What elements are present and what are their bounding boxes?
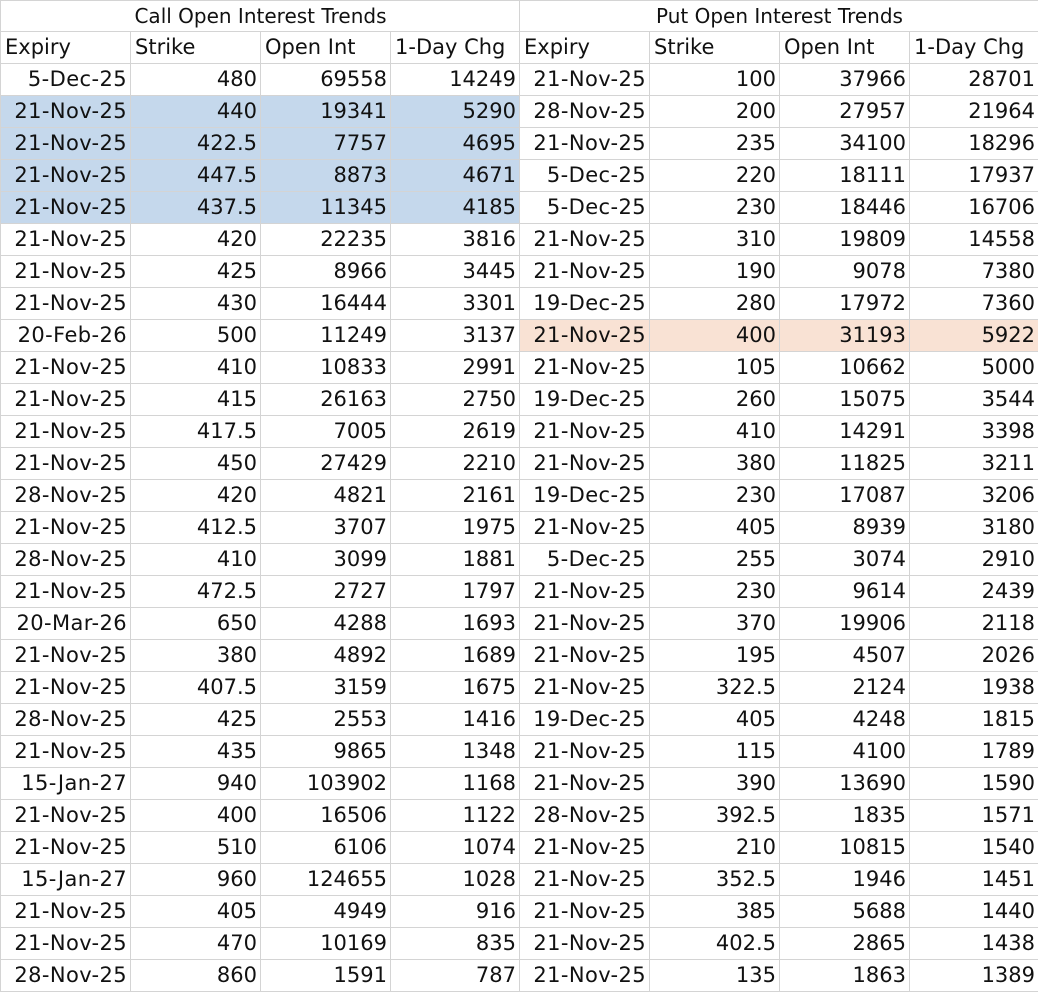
table-row — [1, 800, 1038, 832]
put-open-int-cell[interactable]: 14291 — [780, 416, 910, 448]
call-open-int-cell[interactable]: 27429 — [261, 448, 391, 480]
table-row — [1, 320, 1038, 352]
put-open-int-cell[interactable]: 31193 — [780, 320, 910, 352]
put-1-day-chg-cell[interactable]: 3206 — [910, 480, 1038, 512]
table-row — [1, 960, 1038, 992]
put-expiry-cell[interactable]: 28-Nov-25 — [520, 96, 650, 128]
put-header-expiry[interactable]: Expiry — [520, 32, 650, 64]
table-row — [1, 288, 1038, 320]
put-1-day-chg-cell[interactable]: 2118 — [910, 608, 1038, 640]
put-1-day-chg-cell[interactable]: 5000 — [910, 352, 1038, 384]
put-strike-cell[interactable]: 115 — [650, 736, 780, 768]
put-open-int-cell[interactable]: 9614 — [780, 576, 910, 608]
put-1-day-chg-cell[interactable]: 1938 — [910, 672, 1038, 704]
call-open-int-cell[interactable]: 3707 — [261, 512, 391, 544]
put-open-int-cell[interactable]: 4248 — [780, 704, 910, 736]
call-expiry-cell[interactable]: 28-Nov-25 — [1, 960, 131, 992]
put-1-day-chg-cell[interactable]: 28701 — [910, 64, 1038, 96]
call-open-int-cell[interactable]: 1591 — [261, 960, 391, 992]
call-open-int-cell[interactable]: 10169 — [261, 928, 391, 960]
call-open-int-cell[interactable]: 26163 — [261, 384, 391, 416]
put-open-int-cell[interactable]: 1863 — [780, 960, 910, 992]
put-open-int-cell[interactable]: 4507 — [780, 640, 910, 672]
call-1-day-chg-cell[interactable]: 14249 — [391, 64, 520, 96]
call-expiry-cell[interactable]: 5-Dec-25 — [1, 64, 131, 96]
call-strike-cell[interactable]: 410 — [131, 352, 261, 384]
call-expiry-cell[interactable]: 28-Nov-25 — [1, 704, 131, 736]
call-1-day-chg-cell[interactable]: 1074 — [391, 832, 520, 864]
table-row — [1, 224, 1038, 256]
put-strike-cell[interactable]: 235 — [650, 128, 780, 160]
call-strike-cell[interactable]: 450 — [131, 448, 261, 480]
call-expiry-cell[interactable]: 28-Nov-25 — [1, 544, 131, 576]
call-open-int-cell[interactable]: 69558 — [261, 64, 391, 96]
call-expiry-cell[interactable]: 21-Nov-25 — [1, 832, 131, 864]
call-strike-cell[interactable]: 400 — [131, 800, 261, 832]
table-row — [1, 608, 1038, 640]
call-open-int-cell[interactable]: 8873 — [261, 160, 391, 192]
call-1-day-chg-cell[interactable]: 4185 — [391, 192, 520, 224]
put-strike-cell[interactable]: 352.5 — [650, 864, 780, 896]
put-expiry-cell[interactable]: 21-Nov-25 — [520, 512, 650, 544]
table-row — [1, 832, 1038, 864]
put-expiry-cell[interactable]: 21-Nov-25 — [520, 448, 650, 480]
call-expiry-cell[interactable]: 21-Nov-25 — [1, 96, 131, 128]
put-1-day-chg-cell[interactable]: 21964 — [910, 96, 1038, 128]
put-open-int-cell[interactable]: 37966 — [780, 64, 910, 96]
call-open-int-cell[interactable]: 11249 — [261, 320, 391, 352]
put-1-day-chg-cell[interactable]: 7360 — [910, 288, 1038, 320]
put-expiry-cell[interactable]: 21-Nov-25 — [520, 64, 650, 96]
call-strike-cell[interactable]: 500 — [131, 320, 261, 352]
call-open-int-cell[interactable]: 3099 — [261, 544, 391, 576]
call-1-day-chg-cell[interactable]: 1168 — [391, 768, 520, 800]
call-strike-cell[interactable]: 860 — [131, 960, 261, 992]
call-strike-cell[interactable]: 480 — [131, 64, 261, 96]
put-strike-cell[interactable]: 220 — [650, 160, 780, 192]
table-row — [1, 736, 1038, 768]
call-strike-cell[interactable]: 420 — [131, 224, 261, 256]
put-open-int-cell[interactable]: 18111 — [780, 160, 910, 192]
put-expiry-cell[interactable]: 21-Nov-25 — [520, 928, 650, 960]
put-strike-cell[interactable]: 405 — [650, 704, 780, 736]
put-strike-cell[interactable]: 260 — [650, 384, 780, 416]
call-open-int-cell[interactable]: 2553 — [261, 704, 391, 736]
put-open-int-cell[interactable]: 3074 — [780, 544, 910, 576]
call-strike-cell[interactable]: 430 — [131, 288, 261, 320]
call-open-int-cell[interactable]: 103902 — [261, 768, 391, 800]
call-open-int-cell[interactable]: 124655 — [261, 864, 391, 896]
call-open-int-cell[interactable]: 16444 — [261, 288, 391, 320]
put-open-int-cell[interactable]: 1946 — [780, 864, 910, 896]
put-1-day-chg-cell[interactable]: 3544 — [910, 384, 1038, 416]
table-row — [1, 160, 1038, 192]
call-open-int-cell[interactable]: 4892 — [261, 640, 391, 672]
call-1-day-chg-cell[interactable]: 3301 — [391, 288, 520, 320]
put-expiry-cell[interactable]: 21-Nov-25 — [520, 416, 650, 448]
call-1-day-chg-cell[interactable]: 2619 — [391, 416, 520, 448]
call-open-int-cell[interactable]: 2727 — [261, 576, 391, 608]
call-expiry-cell[interactable]: 21-Nov-25 — [1, 128, 131, 160]
put-open-int-cell[interactable]: 13690 — [780, 768, 910, 800]
put-strike-cell[interactable]: 280 — [650, 288, 780, 320]
put-expiry-cell[interactable]: 21-Nov-25 — [520, 768, 650, 800]
put-expiry-cell[interactable]: 21-Nov-25 — [520, 320, 650, 352]
table-row — [1, 352, 1038, 384]
put-strike-cell[interactable]: 410 — [650, 416, 780, 448]
put-strike-cell[interactable]: 322.5 — [650, 672, 780, 704]
put-1-day-chg-cell[interactable]: 1440 — [910, 896, 1038, 928]
put-1-day-chg-cell[interactable]: 7380 — [910, 256, 1038, 288]
put-open-int-cell[interactable]: 4100 — [780, 736, 910, 768]
put-1-day-chg-cell[interactable]: 2910 — [910, 544, 1038, 576]
header-row — [1, 32, 1038, 64]
put-expiry-cell[interactable]: 21-Nov-25 — [520, 640, 650, 672]
call-expiry-cell[interactable]: 21-Nov-25 — [1, 352, 131, 384]
call-1-day-chg-cell[interactable]: 1348 — [391, 736, 520, 768]
put-strike-cell[interactable]: 210 — [650, 832, 780, 864]
call-strike-cell[interactable]: 940 — [131, 768, 261, 800]
put-1-day-chg-cell[interactable]: 2439 — [910, 576, 1038, 608]
table-row — [1, 192, 1038, 224]
put-open-int-cell[interactable]: 9078 — [780, 256, 910, 288]
call-1-day-chg-cell[interactable]: 2161 — [391, 480, 520, 512]
call-1-day-chg-cell[interactable]: 2210 — [391, 448, 520, 480]
put-open-int-cell[interactable]: 17972 — [780, 288, 910, 320]
call-1-day-chg-cell[interactable]: 1881 — [391, 544, 520, 576]
call-expiry-cell[interactable]: 21-Nov-25 — [1, 384, 131, 416]
table-row — [1, 864, 1038, 896]
call-1-day-chg-cell[interactable]: 1122 — [391, 800, 520, 832]
call-open-int-cell[interactable]: 6106 — [261, 832, 391, 864]
put-open-int-cell[interactable]: 17087 — [780, 480, 910, 512]
put-expiry-cell[interactable]: 21-Nov-25 — [520, 832, 650, 864]
put-header-strike[interactable]: Strike — [650, 32, 780, 64]
call-strike-cell[interactable]: 510 — [131, 832, 261, 864]
call-1-day-chg-cell[interactable]: 787 — [391, 960, 520, 992]
call-strike-cell[interactable]: 412.5 — [131, 512, 261, 544]
call-1-day-chg-cell[interactable]: 3816 — [391, 224, 520, 256]
put-strike-cell[interactable]: 105 — [650, 352, 780, 384]
table-row — [1, 768, 1038, 800]
call-1-day-chg-cell[interactable]: 1797 — [391, 576, 520, 608]
put-1-day-chg-cell[interactable]: 2026 — [910, 640, 1038, 672]
call-1-day-chg-cell[interactable]: 916 — [391, 896, 520, 928]
put-strike-cell[interactable]: 255 — [650, 544, 780, 576]
put-expiry-cell[interactable]: 19-Dec-25 — [520, 384, 650, 416]
put-header-1-day-chg[interactable]: 1-Day Chg — [910, 32, 1038, 64]
put-expiry-cell[interactable]: 5-Dec-25 — [520, 544, 650, 576]
put-strike-cell[interactable]: 405 — [650, 512, 780, 544]
put-1-day-chg-cell[interactable]: 3398 — [910, 416, 1038, 448]
put-1-day-chg-cell[interactable]: 1590 — [910, 768, 1038, 800]
call-open-int-cell[interactable]: 19341 — [261, 96, 391, 128]
call-open-int-cell[interactable]: 4821 — [261, 480, 391, 512]
put-expiry-cell[interactable]: 21-Nov-25 — [520, 256, 650, 288]
table-row — [1, 672, 1038, 704]
put-strike-cell[interactable]: 195 — [650, 640, 780, 672]
put-expiry-cell[interactable]: 5-Dec-25 — [520, 192, 650, 224]
call-strike-cell[interactable]: 415 — [131, 384, 261, 416]
table-row — [1, 640, 1038, 672]
table-row — [1, 928, 1038, 960]
put-open-int-cell[interactable]: 8939 — [780, 512, 910, 544]
put-1-day-chg-cell[interactable]: 18296 — [910, 128, 1038, 160]
put-open-int-cell[interactable]: 11825 — [780, 448, 910, 480]
call-strike-cell[interactable]: 960 — [131, 864, 261, 896]
table-row — [1, 544, 1038, 576]
put-expiry-cell[interactable]: 21-Nov-25 — [520, 896, 650, 928]
put-open-int-cell[interactable]: 5688 — [780, 896, 910, 928]
table-row — [1, 896, 1038, 928]
call-strike-cell[interactable]: 470 — [131, 928, 261, 960]
call-expiry-cell[interactable]: 21-Nov-25 — [1, 224, 131, 256]
put-strike-cell[interactable]: 385 — [650, 896, 780, 928]
put-open-int-cell[interactable]: 2865 — [780, 928, 910, 960]
put-1-day-chg-cell[interactable]: 1571 — [910, 800, 1038, 832]
call-open-int-cell[interactable]: 8966 — [261, 256, 391, 288]
call-1-day-chg-cell[interactable]: 1693 — [391, 608, 520, 640]
call-expiry-cell[interactable]: 21-Nov-25 — [1, 896, 131, 928]
put-strike-cell[interactable]: 230 — [650, 480, 780, 512]
put-header-open-int[interactable]: Open Int — [780, 32, 910, 64]
call-strike-cell[interactable]: 440 — [131, 96, 261, 128]
table-row — [1, 256, 1038, 288]
put-1-day-chg-cell[interactable]: 3180 — [910, 512, 1038, 544]
call-expiry-cell[interactable]: 21-Nov-25 — [1, 160, 131, 192]
call-expiry-cell[interactable]: 15-Jan-27 — [1, 768, 131, 800]
put-open-int-cell[interactable]: 15075 — [780, 384, 910, 416]
call-expiry-cell[interactable]: 20-Feb-26 — [1, 320, 131, 352]
table-row — [1, 384, 1038, 416]
call-1-day-chg-cell[interactable]: 1975 — [391, 512, 520, 544]
call-expiry-cell[interactable]: 21-Nov-25 — [1, 800, 131, 832]
call-strike-cell[interactable]: 422.5 — [131, 128, 261, 160]
call-strike-cell[interactable]: 437.5 — [131, 192, 261, 224]
call-1-day-chg-cell[interactable]: 4671 — [391, 160, 520, 192]
call-strike-cell[interactable]: 425 — [131, 704, 261, 736]
call-header-1-day-chg[interactable]: 1-Day Chg — [391, 32, 520, 64]
call-1-day-chg-cell[interactable]: 4695 — [391, 128, 520, 160]
call-open-int-cell[interactable]: 9865 — [261, 736, 391, 768]
put-open-int-cell[interactable]: 27957 — [780, 96, 910, 128]
call-open-int-cell[interactable]: 3159 — [261, 672, 391, 704]
call-header-strike[interactable]: Strike — [131, 32, 261, 64]
call-1-day-chg-cell[interactable]: 3137 — [391, 320, 520, 352]
call-open-int-cell[interactable]: 7757 — [261, 128, 391, 160]
put-open-int-cell[interactable]: 18446 — [780, 192, 910, 224]
call-1-day-chg-cell[interactable]: 1416 — [391, 704, 520, 736]
put-strike-cell[interactable]: 400 — [650, 320, 780, 352]
table-row — [1, 64, 1038, 96]
put-expiry-cell[interactable]: 19-Dec-25 — [520, 480, 650, 512]
call-strike-cell[interactable]: 410 — [131, 544, 261, 576]
put-expiry-cell[interactable]: 28-Nov-25 — [520, 800, 650, 832]
call-strike-cell[interactable]: 417.5 — [131, 416, 261, 448]
put-strike-cell[interactable]: 390 — [650, 768, 780, 800]
call-1-day-chg-cell[interactable]: 1689 — [391, 640, 520, 672]
put-strike-cell[interactable]: 392.5 — [650, 800, 780, 832]
put-expiry-cell[interactable]: 21-Nov-25 — [520, 672, 650, 704]
put-open-int-cell[interactable]: 10662 — [780, 352, 910, 384]
call-expiry-cell[interactable]: 28-Nov-25 — [1, 480, 131, 512]
table-row — [1, 448, 1038, 480]
table-row — [1, 576, 1038, 608]
call-expiry-cell[interactable]: 21-Nov-25 — [1, 576, 131, 608]
call-expiry-cell[interactable]: 21-Nov-25 — [1, 256, 131, 288]
put-strike-cell[interactable]: 310 — [650, 224, 780, 256]
call-strike-cell[interactable]: 447.5 — [131, 160, 261, 192]
put-strike-cell[interactable]: 230 — [650, 576, 780, 608]
call-strike-cell[interactable]: 650 — [131, 608, 261, 640]
call-1-day-chg-cell[interactable]: 835 — [391, 928, 520, 960]
put-strike-cell[interactable]: 380 — [650, 448, 780, 480]
call-expiry-cell[interactable]: 21-Nov-25 — [1, 448, 131, 480]
call-open-int-cell[interactable]: 7005 — [261, 416, 391, 448]
put-expiry-cell[interactable]: 21-Nov-25 — [520, 864, 650, 896]
call-section-title[interactable]: Call Open Interest Trends — [1, 1, 520, 32]
call-1-day-chg-cell[interactable]: 1675 — [391, 672, 520, 704]
put-1-day-chg-cell[interactable]: 1438 — [910, 928, 1038, 960]
call-1-day-chg-cell[interactable]: 2991 — [391, 352, 520, 384]
put-1-day-chg-cell[interactable]: 17937 — [910, 160, 1038, 192]
put-expiry-cell[interactable]: 21-Nov-25 — [520, 608, 650, 640]
put-open-int-cell[interactable]: 1835 — [780, 800, 910, 832]
call-open-int-cell[interactable]: 4288 — [261, 608, 391, 640]
put-1-day-chg-cell[interactable]: 5922 — [910, 320, 1038, 352]
put-open-int-cell[interactable]: 10815 — [780, 832, 910, 864]
put-strike-cell[interactable]: 190 — [650, 256, 780, 288]
call-open-int-cell[interactable]: 10833 — [261, 352, 391, 384]
call-expiry-cell[interactable]: 21-Nov-25 — [1, 736, 131, 768]
put-1-day-chg-cell[interactable]: 1451 — [910, 864, 1038, 896]
put-1-day-chg-cell[interactable]: 1389 — [910, 960, 1038, 992]
call-open-int-cell[interactable]: 4949 — [261, 896, 391, 928]
call-1-day-chg-cell[interactable]: 1028 — [391, 864, 520, 896]
put-open-int-cell[interactable]: 19809 — [780, 224, 910, 256]
table-row — [1, 704, 1038, 736]
call-open-int-cell[interactable]: 16506 — [261, 800, 391, 832]
put-1-day-chg-cell[interactable]: 14558 — [910, 224, 1038, 256]
call-strike-cell[interactable]: 407.5 — [131, 672, 261, 704]
call-expiry-cell[interactable]: 21-Nov-25 — [1, 192, 131, 224]
put-section-title[interactable]: Put Open Interest Trends — [520, 1, 1038, 32]
put-expiry-cell[interactable]: 21-Nov-25 — [520, 736, 650, 768]
put-open-int-cell[interactable]: 19906 — [780, 608, 910, 640]
call-strike-cell[interactable]: 472.5 — [131, 576, 261, 608]
put-strike-cell[interactable]: 100 — [650, 64, 780, 96]
put-expiry-cell[interactable]: 19-Dec-25 — [520, 704, 650, 736]
call-expiry-cell[interactable]: 21-Nov-25 — [1, 416, 131, 448]
put-open-int-cell[interactable]: 34100 — [780, 128, 910, 160]
put-expiry-cell[interactable]: 21-Nov-25 — [520, 128, 650, 160]
call-expiry-cell[interactable]: 15-Jan-27 — [1, 864, 131, 896]
put-open-int-cell[interactable]: 2124 — [780, 672, 910, 704]
call-expiry-cell[interactable]: 21-Nov-25 — [1, 928, 131, 960]
call-strike-cell[interactable]: 380 — [131, 640, 261, 672]
table-row — [1, 480, 1038, 512]
call-strike-cell[interactable]: 405 — [131, 896, 261, 928]
section-title-row — [1, 1, 1038, 32]
call-expiry-cell[interactable]: 21-Nov-25 — [1, 288, 131, 320]
put-1-day-chg-cell[interactable]: 16706 — [910, 192, 1038, 224]
call-1-day-chg-cell[interactable]: 3445 — [391, 256, 520, 288]
call-header-open-int[interactable]: Open Int — [261, 32, 391, 64]
put-expiry-cell[interactable]: 21-Nov-25 — [520, 960, 650, 992]
call-strike-cell[interactable]: 420 — [131, 480, 261, 512]
put-1-day-chg-cell[interactable]: 1540 — [910, 832, 1038, 864]
call-header-expiry[interactable]: Expiry — [1, 32, 131, 64]
put-expiry-cell[interactable]: 21-Nov-25 — [520, 576, 650, 608]
put-expiry-cell[interactable]: 19-Dec-25 — [520, 288, 650, 320]
put-strike-cell[interactable]: 200 — [650, 96, 780, 128]
put-1-day-chg-cell[interactable]: 1789 — [910, 736, 1038, 768]
table-row — [1, 512, 1038, 544]
call-strike-cell[interactable]: 435 — [131, 736, 261, 768]
call-1-day-chg-cell[interactable]: 5290 — [391, 96, 520, 128]
put-1-day-chg-cell[interactable]: 1815 — [910, 704, 1038, 736]
put-expiry-cell[interactable]: 21-Nov-25 — [520, 352, 650, 384]
call-expiry-cell[interactable]: 21-Nov-25 — [1, 512, 131, 544]
call-open-int-cell[interactable]: 22235 — [261, 224, 391, 256]
put-expiry-cell[interactable]: 21-Nov-25 — [520, 224, 650, 256]
call-expiry-cell[interactable]: 21-Nov-25 — [1, 640, 131, 672]
table-row — [1, 416, 1038, 448]
put-strike-cell[interactable]: 402.5 — [650, 928, 780, 960]
call-1-day-chg-cell[interactable]: 2750 — [391, 384, 520, 416]
call-strike-cell[interactable]: 425 — [131, 256, 261, 288]
put-strike-cell[interactable]: 370 — [650, 608, 780, 640]
put-expiry-cell[interactable]: 5-Dec-25 — [520, 160, 650, 192]
table-row — [1, 96, 1038, 128]
call-expiry-cell[interactable]: 21-Nov-25 — [1, 672, 131, 704]
call-open-int-cell[interactable]: 11345 — [261, 192, 391, 224]
table-row — [1, 128, 1038, 160]
call-expiry-cell[interactable]: 20-Mar-26 — [1, 608, 131, 640]
put-1-day-chg-cell[interactable]: 3211 — [910, 448, 1038, 480]
put-strike-cell[interactable]: 230 — [650, 192, 780, 224]
put-strike-cell[interactable]: 135 — [650, 960, 780, 992]
